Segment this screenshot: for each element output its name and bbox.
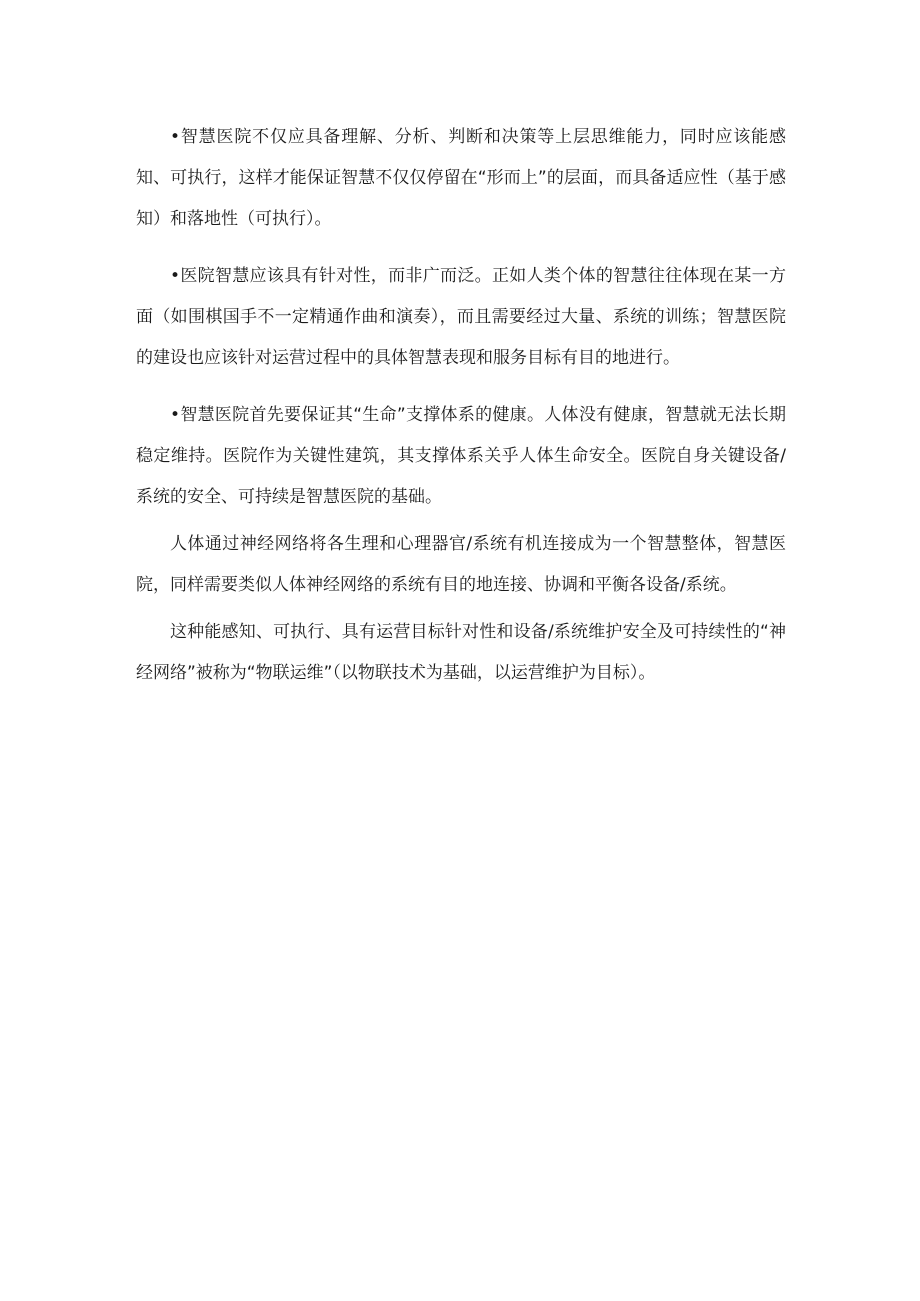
bullet-mark: • xyxy=(170,405,181,425)
document-body xyxy=(136,117,786,710)
bullet-mark: • xyxy=(170,266,181,286)
paragraph-1 xyxy=(136,117,786,240)
paragraph-text: 人体通过神经网络将各生理和心理器官/系统有机连接成为一个智慧整体，智慧医院，同样需要类似人体神经网络的系统有目的地连接、协调和平衡各设备/系统。 xyxy=(136,534,786,595)
paragraph-text: 这种能感知、可执行、具有运营目标针对性和设备/系统维护安全及可持续性的“神经网络”被称为“物联运维”（以物联技术为基础，以运营维护为目标）。 xyxy=(136,622,786,683)
paragraph-3 xyxy=(136,395,786,518)
paragraph-5 xyxy=(136,612,786,694)
bullet-mark: • xyxy=(170,127,181,147)
paragraph-text: 智慧医院不仅应具备理解、分析、判断和决策等上层思维能力，同时应该能感知、可执行，这样才能保证智慧不仅仅停留在“形而上”的层面，而具备适应性（基于感知）和落地性（可执行）。 xyxy=(136,127,786,229)
paragraph-text: 医院智慧应该具有针对性，而非广而泛。正如人类个体的智慧往往体现在某一方面（如围棋国手不一定精通作曲和演奏），而且需要经过大量、系统的训练；智慧医院的建设也应该针对运营过程中的具体智慧表现和服务目标有目的地进行。 xyxy=(136,266,786,368)
paragraph-2 xyxy=(136,256,786,379)
paragraph-text: 智慧医院首先要保证其“生命”支撑体系的健康。人体没有健康，智慧就无法长期稳定维持。医院作为关键性建筑，其支撑体系关乎人体生命安全。医院自身关键设备/系统的安全、可持续是智慧医院的基础。 xyxy=(136,405,786,507)
paragraph-4 xyxy=(136,524,786,606)
